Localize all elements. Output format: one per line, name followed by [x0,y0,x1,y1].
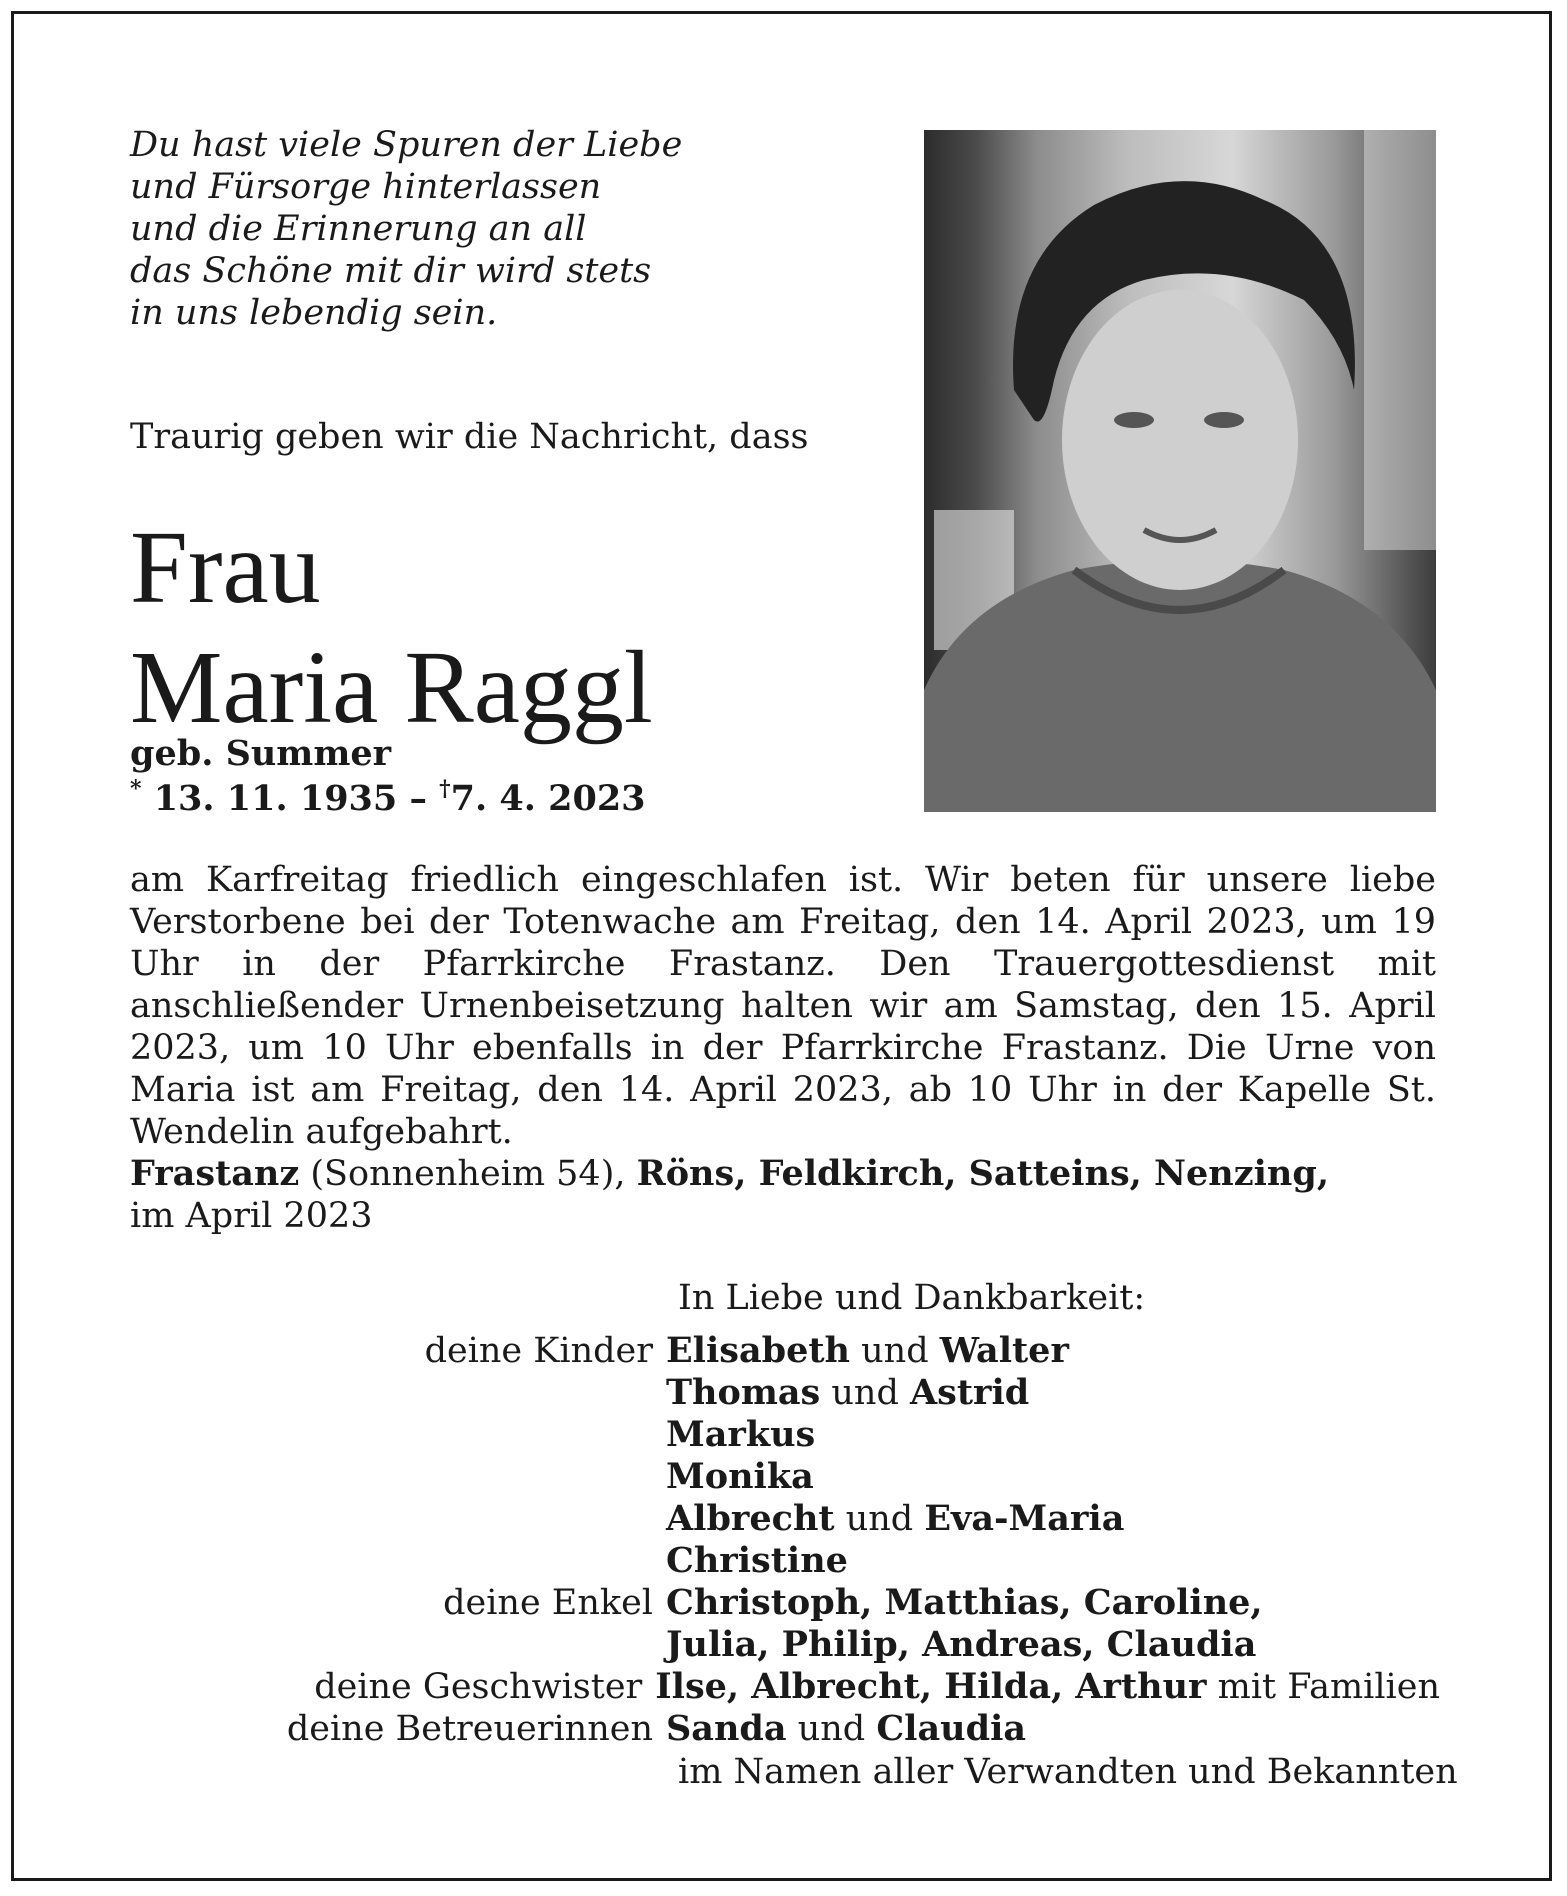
intro-text: Traurig geben wir die Nachricht, dass [130,417,809,457]
family-row [130,1582,1440,1624]
love-line: In Liebe und Dankbarkeit: [678,1278,1146,1318]
family-list [130,1330,1440,1750]
connector: und [834,1499,925,1539]
betreuer-label: deine Betreuerinnen [286,1709,653,1749]
poem-line: und Fürsorge hinterlassen [130,167,602,207]
portrait-photo [924,130,1436,812]
family-row [130,1708,1440,1750]
family-row [130,1414,1440,1456]
place-others: Röns, Feldkirch, Satteins, Nenzing, [636,1153,1330,1194]
connector: und [786,1709,877,1749]
family-member: Walter [939,1330,1069,1371]
family-member: Astrid [910,1372,1030,1413]
connector: und [820,1373,911,1413]
family-row [130,1498,1440,1540]
family-member: Claudia [876,1708,1027,1749]
connector: und [850,1331,940,1371]
announcement-text: am Karfreitag friedlich eingeschlafen ist. Wir beten für unsere liebe Verstorbene bei der Totenwache am Freitag, den 14. April 2023, um 19 Uhr in der Pfarrkirche Frastanz. Den Trauergottesdienst mit anschließender Urnenbeisetzung halten wir am Samstag, den 15. April 2023, um 10 Uhr ebenfalls in der Pfarrkirche Frastanz. Die Urne von Maria ist am Freitag, den 14. April 2023, ab 10 Uhr in der Kapelle St. Wendelin aufgebahrt. [130,860,1436,1152]
closing-line: im Namen aller Verwandten und Bekannten [678,1752,1458,1792]
poem-line: Du hast viele Spuren der Liebe [130,125,683,165]
family-member: Eva-Maria [924,1498,1125,1539]
place-address: (Sonnenheim 54), [299,1154,637,1194]
family-member: Thomas [666,1372,821,1413]
enkel-label: deine Enkel [443,1583,653,1623]
birth-name: geb. Summer [130,733,392,774]
birth-symbol: * [130,776,142,802]
enkel-line: Julia, Philip, Andreas, Claudia [666,1624,1257,1665]
poem-line: das Schöne mit dir wird stets [130,251,652,291]
family-member: Markus [666,1414,816,1455]
family-row [130,1372,1440,1414]
kinder-label: deine Kinder [424,1331,653,1371]
poem [130,124,830,334]
geschwister-label: deine Geschwister [314,1667,643,1707]
date-separator: – [397,778,440,819]
geschwister-suffix: mit Familien [1206,1667,1440,1707]
poem-line: in uns lebendig sein. [130,293,498,333]
family-row [130,1456,1440,1498]
place-town: Frastanz [130,1153,300,1194]
family-row [130,1624,1440,1666]
family-row [130,1330,1440,1372]
family-member: Elisabeth [666,1330,851,1371]
family-member: Christine [666,1540,848,1581]
family-member: Monika [666,1456,814,1497]
family-member: Albrecht [666,1498,835,1539]
portrait-illustration [924,130,1436,812]
family-row [130,1666,1440,1708]
deceased-name [130,508,653,748]
places-block [130,1153,1329,1237]
family-row [130,1540,1440,1582]
geschwister-names: Ilse, Albrecht, Hilda, Arthur [655,1666,1207,1707]
enkel-line: Christoph, Matthias, Caroline, [666,1582,1263,1623]
birth-date: 13. 11. 1935 [153,778,398,819]
poem-line: und die Erinnerung an all [130,209,587,249]
place-date: im April 2023 [130,1196,373,1236]
life-dates [130,776,646,819]
name-title: Frau [130,510,321,625]
family-member: Sanda [666,1708,787,1749]
name-full: Maria Raggl [130,630,653,745]
death-date: 7. 4. 2023 [450,778,646,819]
death-symbol: † [439,776,451,802]
